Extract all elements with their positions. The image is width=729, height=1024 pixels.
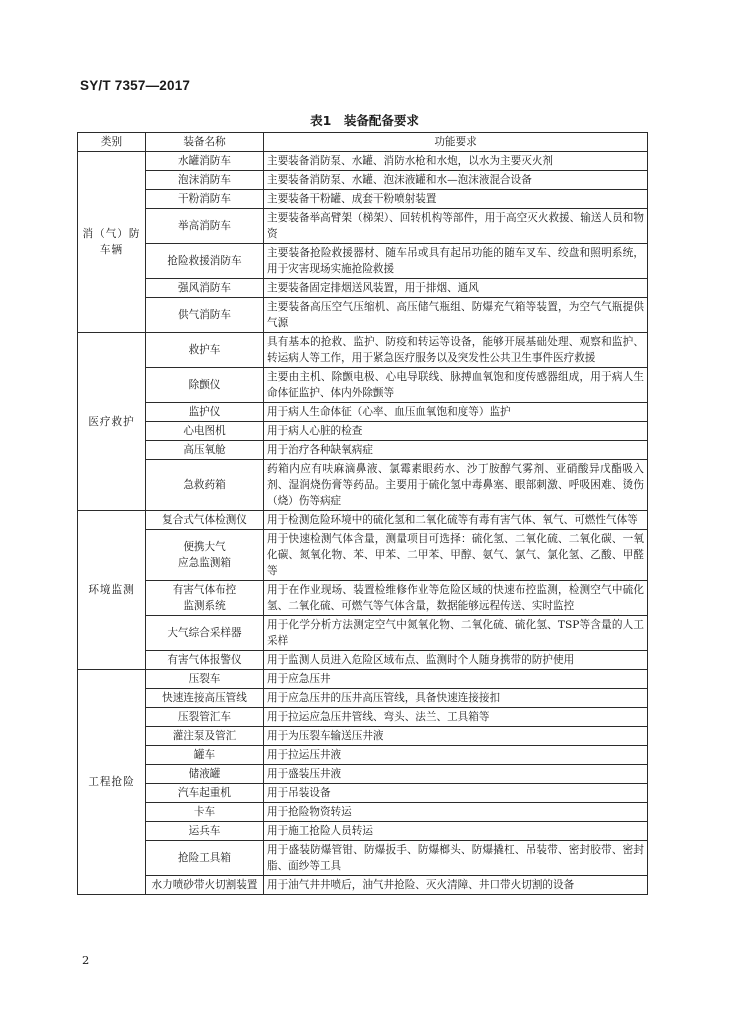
equipment-name-cell: 救护车 [146, 333, 264, 368]
equipment-name-cell: 快速连接高压管线 [146, 689, 264, 708]
table-row [78, 708, 648, 727]
equipment-name-cell: 监护仪 [146, 403, 264, 422]
table-row [78, 727, 648, 746]
table-row [78, 746, 648, 765]
table-row [78, 368, 648, 403]
equipment-name-cell: 水罐消防车 [146, 152, 264, 171]
table-row [78, 530, 648, 581]
table-row [78, 422, 648, 441]
function-requirement-cell: 用于抢险物资转运 [264, 803, 648, 822]
function-requirement-cell: 药箱内应有呋麻滴鼻液、氯霉素眼药水、沙丁胺醇气雾剂、亚硝酸异戊酯吸入剂、湿润烧伤膏等药品。主要用于硫化氢中毒鼻塞、眼部刺激、呼吸困难、烫伤（烧）伤等病症 [264, 460, 648, 511]
equipment-name-cell: 储液罐 [146, 765, 264, 784]
function-requirement-cell: 用于盛装压井液 [264, 765, 648, 784]
table-row [78, 803, 648, 822]
equipment-name-cell: 有害气体报警仪 [146, 651, 264, 670]
function-requirement-cell: 用于病人心脏的检查 [264, 422, 648, 441]
table-row [78, 581, 648, 616]
equipment-name-cell: 复合式气体检测仪 [146, 511, 264, 530]
equipment-name-cell: 供气消防车 [146, 298, 264, 333]
equipment-name-cell: 泡沫消防车 [146, 171, 264, 190]
table-row [78, 689, 648, 708]
function-requirement-cell: 主要装备举高臂架（梯架）、回转机构等部件，用于高空灭火救援、输送人员和物资 [264, 209, 648, 244]
table-row [78, 333, 648, 368]
table-row [78, 876, 648, 895]
equipment-requirements-table [77, 132, 648, 895]
table-header-row [78, 133, 648, 152]
table-row [78, 171, 648, 190]
function-requirement-cell: 具有基本的抢救、监护、防疫和转运等设备，能够开展基础处理、观察和监护、转运病人等工作，用于紧急医疗服务以及突发性公共卫生事件医疗救援 [264, 333, 648, 368]
equipment-name-cell: 大气综合采样器 [146, 616, 264, 651]
equipment-name-cell: 干粉消防车 [146, 190, 264, 209]
function-requirement-cell: 主要装备固定排烟送风装置，用于排烟、通风 [264, 279, 648, 298]
function-requirement-cell: 主要装备抢险救援器材、随车吊或具有起吊功能的随车叉车、绞盘和照明系统，用于灾害现场实施抢险救援 [264, 244, 648, 279]
table-row [78, 441, 648, 460]
equipment-name-cell: 有害气体布控 监测系统 [146, 581, 264, 616]
equipment-name-cell: 强风消防车 [146, 279, 264, 298]
equipment-name-cell: 抢险工具箱 [146, 841, 264, 876]
standard-code: SY/T 7357—2017 [80, 78, 191, 93]
equipment-name-cell: 卡车 [146, 803, 264, 822]
function-requirement-cell: 用于检测危险环境中的硫化氢和二氧化硫等有毒有害气体、氧气、可燃性气体等 [264, 511, 648, 530]
equipment-name-cell: 水力喷砂带火切割装置 [146, 876, 264, 895]
function-requirement-cell: 主要装备高压空气压缩机、高压储气瓶组、防爆充气箱等装置，为空气气瓶提供气源 [264, 298, 648, 333]
column-header-function: 功能要求 [264, 133, 648, 152]
equipment-name-cell: 罐车 [146, 746, 264, 765]
function-requirement-cell: 主要装备消防泵、水罐、泡沫液罐和水—泡沫液混合设备 [264, 171, 648, 190]
function-requirement-cell: 用于盛装防爆管钳、防爆扳手、防爆榔头、防爆撬杠、吊装带、密封胶带、密封脂、面纱等工具 [264, 841, 648, 876]
category-cell: 工程抢险 [78, 670, 146, 895]
table-row [78, 298, 648, 333]
table-row [78, 460, 648, 511]
equipment-name-cell: 灌注泵及管汇 [146, 727, 264, 746]
function-requirement-cell: 用于油气井井喷后，油气井抢险、灭火清障、井口带火切割的设备 [264, 876, 648, 895]
function-requirement-cell: 用于快速检测气体含量，测量项目可选择：硫化氢、二氧化硫、二氧化碳、一氧化碳、氮氧化物、苯、甲苯、二甲苯、甲醇、氨气、氯气、氯化氢、乙酸、甲醛等 [264, 530, 648, 581]
function-requirement-cell: 用于治疗各种缺氧病症 [264, 441, 648, 460]
table-row [78, 403, 648, 422]
equipment-name-cell: 除颤仪 [146, 368, 264, 403]
table-body [78, 152, 648, 895]
function-requirement-cell: 用于拉运压井液 [264, 746, 648, 765]
equipment-name-cell: 压裂管汇车 [146, 708, 264, 727]
equipment-name-cell: 高压氧舱 [146, 441, 264, 460]
function-requirement-cell: 主要装备干粉罐、成套干粉喷射装置 [264, 190, 648, 209]
table-row [78, 190, 648, 209]
table-row [78, 244, 648, 279]
table-row [78, 511, 648, 530]
function-requirement-cell: 用于在作业现场、装置检维修作业等危险区域的快速布控监测，检测空气中硫化氢、二氧化硫、可燃气等气体含量，数据能够远程传送、实时监控 [264, 581, 648, 616]
function-requirement-cell: 用于应急压井 [264, 670, 648, 689]
table-row [78, 670, 648, 689]
table-row [78, 841, 648, 876]
table-caption: 表1 装备配备要求 [310, 113, 419, 128]
equipment-name-cell: 运兵车 [146, 822, 264, 841]
function-requirement-cell: 用于监测人员进入危险区域布点、监测时个人随身携带的防护使用 [264, 651, 648, 670]
category-cell: 消（气）防车辆 [78, 152, 146, 333]
function-requirement-cell: 用于为压裂车输送压井液 [264, 727, 648, 746]
function-requirement-cell: 主要装备消防泵、水罐、消防水枪和水炮，以水为主要灭火剂 [264, 152, 648, 171]
equipment-name-cell: 便携大气 应急监测箱 [146, 530, 264, 581]
table-row [78, 152, 648, 171]
column-header-equipment-name: 装备名称 [146, 133, 264, 152]
table-row [78, 651, 648, 670]
equipment-name-cell: 急救药箱 [146, 460, 264, 511]
table-row [78, 209, 648, 244]
category-cell: 环境监测 [78, 511, 146, 670]
table-row [78, 616, 648, 651]
function-requirement-cell: 用于吊装设备 [264, 784, 648, 803]
function-requirement-cell: 用于化学分析方法测定空气中氮氧化物、二氧化硫、硫化氢、TSP等含量的人工采样 [264, 616, 648, 651]
equipment-name-cell: 压裂车 [146, 670, 264, 689]
equipment-name-cell: 心电图机 [146, 422, 264, 441]
category-cell: 医疗救护 [78, 333, 146, 511]
equipment-name-cell: 举高消防车 [146, 209, 264, 244]
table-row [78, 765, 648, 784]
function-requirement-cell: 用于施工抢险人员转运 [264, 822, 648, 841]
table-row [78, 822, 648, 841]
column-header-category: 类别 [78, 133, 146, 152]
table-row [78, 784, 648, 803]
equipment-name-cell: 抢险救援消防车 [146, 244, 264, 279]
function-requirement-cell: 用于拉运应急压井管线、弯头、法兰、工具箱等 [264, 708, 648, 727]
function-requirement-cell: 用于病人生命体征（心率、血压血氧饱和度等）监护 [264, 403, 648, 422]
function-requirement-cell: 用于应急压井的压井高压管线，具备快速连接接扣 [264, 689, 648, 708]
table-row [78, 279, 648, 298]
equipment-name-cell: 汽车起重机 [146, 784, 264, 803]
function-requirement-cell: 主要由主机、除颤电极、心电导联线、脉搏血氧饱和度传感器组成，用于病人生命体征监护、体内外除颤等 [264, 368, 648, 403]
page-number: 2 [82, 953, 90, 967]
